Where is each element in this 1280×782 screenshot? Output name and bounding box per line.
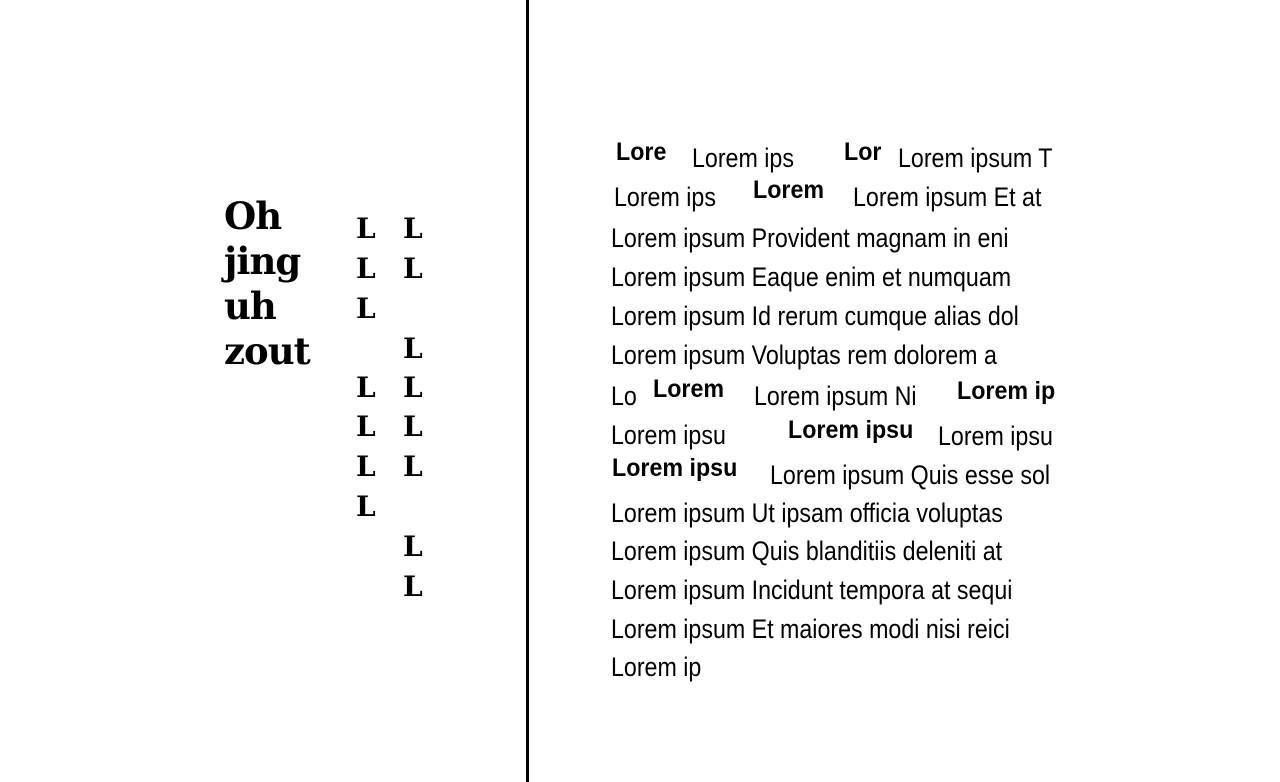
title-word: jing — [224, 239, 301, 283]
text-segment: Lorem ipsum T — [898, 143, 1053, 173]
column-a-letter: L — [356, 292, 376, 325]
column-b-letter: L — [403, 410, 423, 443]
column-a-letter: L — [356, 450, 376, 483]
text-segment-bold: Lorem ip — [957, 377, 1056, 405]
text-segment: Lorem ipsum Provident magnam in eni — [611, 223, 1009, 253]
column-b-letter: L — [403, 530, 423, 563]
title-word: Oh — [224, 194, 282, 238]
text-segment: Lorem ipsum Et maiores modi nisi reici — [611, 614, 1010, 644]
text-segment-bold: Lorem — [753, 176, 825, 204]
text-segment-bold: Lorem ipsu — [788, 416, 914, 444]
text-segment: Lorem ipsum Quis blanditiis deleniti at — [611, 536, 1003, 566]
column-b-letter: L — [403, 450, 423, 483]
text-segment: Lorem ips — [692, 143, 794, 173]
text-segment: Lorem ipsum Et at — [853, 182, 1042, 212]
column-b-letter: L — [403, 570, 423, 603]
text-segment: Lorem ipsum Incidunt tempora at sequi — [611, 575, 1013, 605]
column-b-letter: L — [403, 212, 423, 245]
text-segment: Lo — [611, 381, 637, 411]
text-segment-bold: Lore — [616, 138, 667, 166]
column-a-letter: L — [356, 212, 376, 245]
text-segment: Lorem ipsum Ut ipsam officia voluptas — [611, 498, 1003, 528]
text-segment: Lorem ip — [611, 652, 702, 682]
text-segment: Lorem ipsu — [938, 421, 1053, 451]
text-segment: Lorem ipsum Quis esse sol — [770, 460, 1051, 490]
text-segment: Lorem ipsum Voluptas rem dolorem a — [611, 340, 997, 370]
column-b-letter: L — [403, 332, 423, 365]
text-segment: Lorem ipsum Eaque enim et numquam — [611, 262, 1012, 292]
text-segment: Lorem ipsum Ni — [754, 381, 917, 411]
text-segment: Lorem ips — [614, 182, 716, 212]
column-a-letter: L — [356, 371, 376, 404]
title-word: uh — [224, 284, 276, 328]
text-segment-bold: Lorem — [653, 375, 725, 403]
column-a-letter: L — [356, 252, 376, 285]
column-b-letter: L — [403, 371, 423, 404]
title-word: zout — [224, 329, 310, 373]
column-a-letter: L — [356, 410, 376, 443]
column-b-letter: L — [403, 252, 423, 285]
vertical-divider — [526, 0, 529, 782]
column-a-letter: L — [356, 490, 376, 523]
text-segment: Lorem ipsu — [611, 420, 726, 450]
text-segment: Lorem ipsum Id rerum cumque alias dol — [611, 301, 1019, 331]
text-segment-bold: Lorem ipsu — [612, 454, 738, 482]
text-segment-bold: Lor — [844, 138, 882, 166]
